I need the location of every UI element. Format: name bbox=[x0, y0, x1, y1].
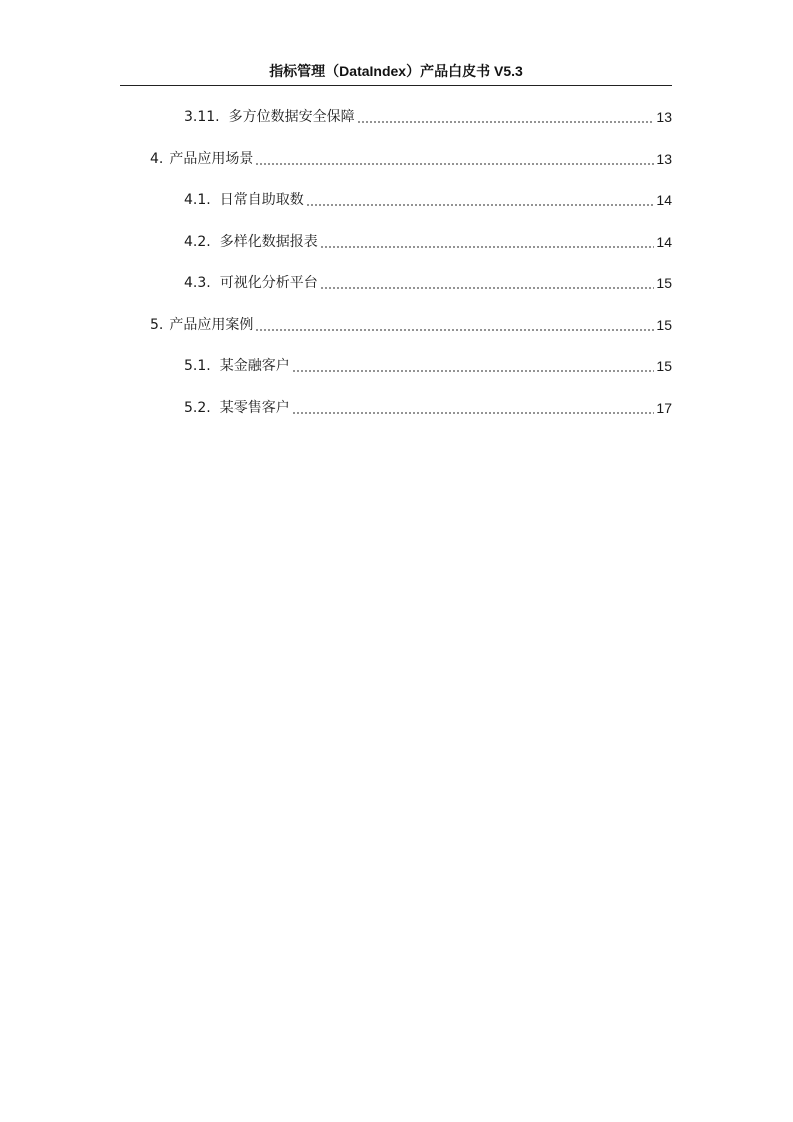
toc-entry-number: 5. bbox=[150, 317, 164, 333]
toc-entry-page: 15 bbox=[656, 275, 672, 291]
toc-entry-4[interactable] bbox=[150, 148, 672, 170]
toc-entry-title: 可视化分析平台 bbox=[219, 275, 318, 291]
toc-entry-number: 3.11. bbox=[184, 109, 220, 125]
toc-entry-4-2[interactable] bbox=[184, 231, 672, 253]
toc-entry-number: 5.1. bbox=[184, 358, 211, 374]
toc-entry-title: 多样化数据报表 bbox=[219, 234, 318, 250]
toc-entry-3-11[interactable] bbox=[184, 106, 672, 128]
toc-entry-title: 某金融客户 bbox=[219, 358, 290, 374]
toc-entry-4-1[interactable] bbox=[184, 189, 672, 211]
toc-entry-5-2[interactable] bbox=[184, 397, 672, 419]
toc-entry-title: 多方位数据安全保障 bbox=[228, 109, 355, 125]
toc-entry-page: 14 bbox=[656, 192, 672, 208]
toc-dot-leader bbox=[306, 204, 655, 206]
toc-dot-leader bbox=[320, 287, 655, 289]
toc-dot-leader bbox=[255, 329, 654, 331]
toc-dot-leader bbox=[357, 121, 655, 123]
toc-dot-leader bbox=[292, 412, 655, 414]
toc-entry-title: 产品应用场景 bbox=[169, 151, 254, 167]
toc-entry-page: 13 bbox=[656, 151, 672, 167]
toc-entry-title: 产品应用案例 bbox=[169, 317, 254, 333]
toc-entry-4-3[interactable] bbox=[184, 272, 672, 294]
toc-entry-number: 4.3. bbox=[184, 275, 211, 291]
header-divider bbox=[120, 85, 672, 86]
toc-entry-5-1[interactable] bbox=[184, 355, 672, 377]
toc-entry-number: 4.1. bbox=[184, 192, 211, 208]
toc-entry-5[interactable] bbox=[150, 314, 672, 336]
toc-entry-page: 17 bbox=[656, 400, 672, 416]
toc-entry-page: 14 bbox=[656, 234, 672, 250]
toc-entry-number: 5.2. bbox=[184, 400, 211, 416]
toc-entry-title: 日常自助取数 bbox=[219, 192, 304, 208]
toc-entry-number: 4.2. bbox=[184, 234, 211, 250]
toc-dot-leader bbox=[292, 370, 655, 372]
toc-entry-page: 15 bbox=[656, 317, 672, 333]
toc-entry-title: 某零售客户 bbox=[219, 400, 290, 416]
toc-entry-page: 15 bbox=[656, 358, 672, 374]
toc-entry-page: 13 bbox=[656, 109, 672, 125]
toc-dot-leader bbox=[320, 246, 655, 248]
toc-entry-number: 4. bbox=[150, 151, 164, 167]
page-header-title: 指标管理（DataIndex）产品白皮书 V5.3 bbox=[269, 63, 523, 79]
toc-dot-leader bbox=[255, 163, 654, 165]
